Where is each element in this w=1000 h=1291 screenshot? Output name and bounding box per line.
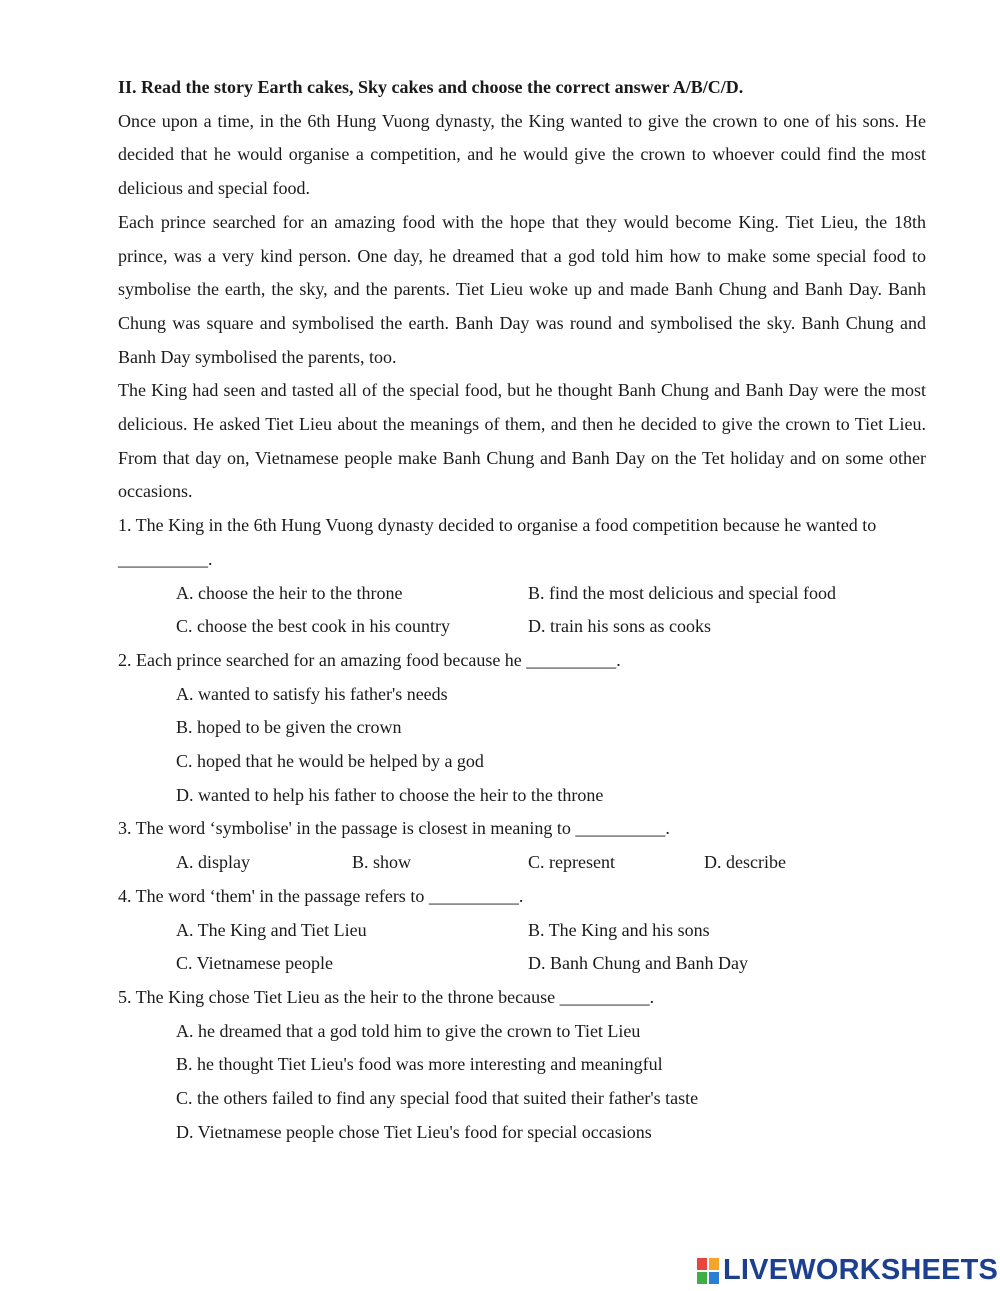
q2-option-d[interactable]: D. wanted to help his father to choose the heir to the throne — [176, 784, 604, 805]
question-3: 3. The word ‘symbolise' in the passage is closest in meaning to __________. — [118, 818, 670, 839]
q5-option-c[interactable]: C. the others failed to find any special food that suited their father's taste — [176, 1088, 699, 1109]
q5-option-a[interactable]: A. he dreamed that a god told him to give the crown to Tiet Lieu — [176, 1020, 641, 1041]
question-2: 2. Each prince searched for an amazing food because he __________. — [118, 649, 621, 670]
q1-option-b[interactable]: B. find the most delicious and special food — [528, 582, 836, 603]
logo-block-1 — [697, 1258, 707, 1270]
passage-paragraph-1: Once upon a time, in the 6th Hung Vuong dynasty, the King wanted to give the crown to one of his sons. He decided that he would organise a competition, and he would give the crown to whoever could find the most delicious and special food. — [118, 110, 926, 199]
q4-option-b[interactable]: B. The King and his sons — [528, 919, 710, 940]
q2-option-a[interactable]: A. wanted to satisfy his father's needs — [176, 683, 448, 704]
q1-option-c[interactable]: C. choose the best cook in his country — [176, 616, 450, 637]
section-heading: II. Read the story Earth cakes, Sky cakes and choose the correct answer A/B/C/D. — [118, 77, 744, 97]
q2-option-b[interactable]: B. hoped to be given the crown — [176, 717, 402, 738]
q4-option-d[interactable]: D. Banh Chung and Banh Day — [528, 953, 748, 974]
liveworksheets-logo — [697, 1254, 998, 1287]
question-4: 4. The word ‘them' in the passage refers to __________. — [118, 885, 524, 906]
logo-block-2 — [709, 1258, 719, 1270]
question-2-options — [118, 678, 926, 813]
question-1-options — [118, 577, 926, 644]
q1-option-d[interactable]: D. train his sons as cooks — [528, 616, 711, 637]
passage-paragraph-3: The King had seen and tasted all of the special food, but he thought Banh Chung and Banh Day were the most delicious. He asked Tiet Lieu about the meanings of them, and then he decided to give the crown to Tiet Lieu. From that day on, Vietnamese people make Banh Chung and Banh Day on the Tet holiday and on some other occasions. — [118, 380, 926, 502]
question-5: 5. The King chose Tiet Lieu as the heir to the throne because __________. — [118, 986, 655, 1007]
q4-option-a[interactable]: A. The King and Tiet Lieu — [176, 919, 367, 940]
question-3-options — [118, 846, 926, 880]
question-4-options — [118, 914, 926, 981]
question-1: 1. The King in the 6th Hung Vuong dynasty decided to organise a food competition because he wanted to __________. — [118, 515, 877, 569]
q3-option-b[interactable]: B. show — [352, 852, 412, 873]
question-5-options — [118, 1015, 926, 1150]
q3-option-a[interactable]: A. display — [176, 852, 250, 873]
logo-block-4 — [709, 1272, 719, 1284]
logo-text: LIVEWORKSHEETS — [723, 1254, 999, 1286]
q5-option-d[interactable]: D. Vietnamese people chose Tiet Lieu's food for special occasions — [176, 1121, 652, 1142]
logo-block-3 — [697, 1272, 707, 1284]
q3-option-d[interactable]: D. describe — [704, 852, 786, 873]
q5-option-b[interactable]: B. he thought Tiet Lieu's food was more interesting and meaningful — [176, 1054, 663, 1075]
q1-option-a[interactable]: A. choose the heir to the throne — [176, 582, 403, 603]
worksheet-page — [118, 71, 926, 1150]
passage-paragraph-2: Each prince searched for an amazing food with the hope that they would become King. Tiet Lieu, the 18th prince, was a very kind person. One day, he dreamed that a god told him how to make some special food to symbolise the earth, the sky, and the parents. Tiet Lieu woke up and made Banh Chung and Banh Day. Banh Chung was square and symbolised the earth. Banh Day was round and symbolised the sky. Banh Chung and Banh Day symbolised the parents, too. — [118, 211, 926, 367]
logo-blocks-icon — [697, 1258, 719, 1284]
q2-option-c[interactable]: C. hoped that he would be helped by a god — [176, 751, 484, 772]
q4-option-c[interactable]: C. Vietnamese people — [176, 953, 334, 974]
q3-option-c[interactable]: C. represent — [528, 852, 615, 873]
